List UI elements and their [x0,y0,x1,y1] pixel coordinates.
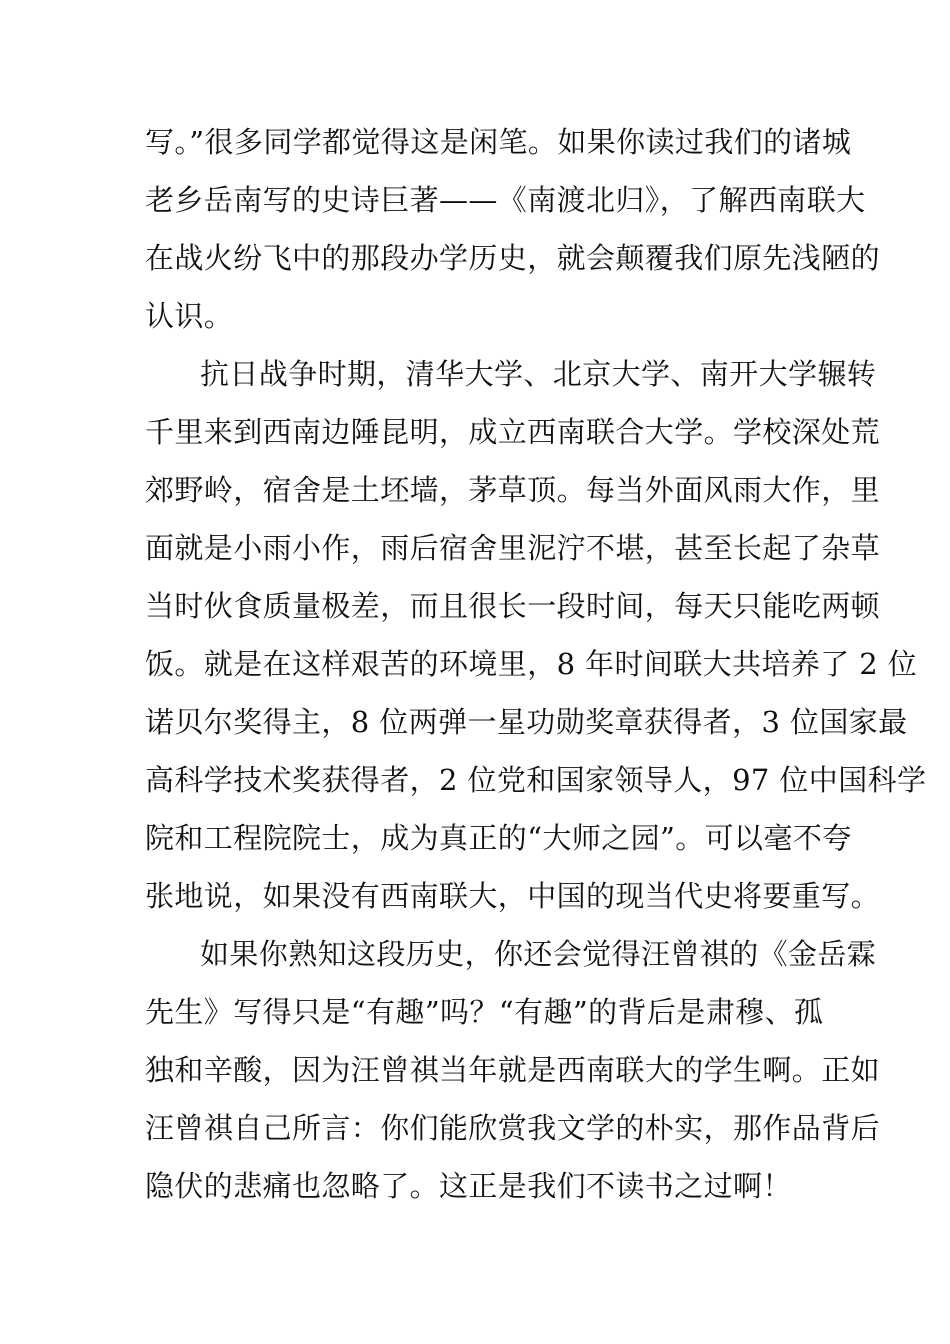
text-line: 面就是小雨小作，雨后宿舍里泥泞不堪，甚至长起了杂草 [145,531,881,565]
text-line: 先生》写得只是“有趣”吗？“有趣”的背后是肃穆、孤 [145,995,824,1029]
text-line: 院和工程院院士，成为真正的“大师之园”。可以毫不夸 [145,821,852,855]
text-line: 高科学技术奖获得者，2 位党和国家领导人，97 位中国科学 [145,763,927,797]
text-line: 认识。 [145,299,234,333]
text-line: 诺贝尔奖得主，8 位两弹一星功勋奖章获得者，3 位国家最 [145,705,908,739]
text-line: 张地说，如果没有西南联大，中国的现当代史将要重写。 [145,879,881,913]
text-line: 独和辛酸，因为汪曾祺当年就是西南联大的学生啊。正如 [145,1053,881,1087]
text-line: 老乡岳南写的史诗巨著——《南渡北归》，了解西南联大 [145,183,866,217]
text-line: 千里来到西南边陲昆明，成立西南联合大学。学校深处荒 [145,415,881,449]
text-line: 隐伏的悲痛也忽略了。这正是我们不读书之过啊！ [145,1169,792,1203]
text-line: 在战火纷飞中的那段办学历史，就会颠覆我们原先浅陋的 [145,241,881,275]
text-line: 汪曾祺自己所言：你们能欣赏我文学的朴实，那作品背后 [145,1111,881,1145]
text-line: 郊野岭，宿舍是土坯墙，茅草顶。每当外面风雨大作，里 [145,473,881,507]
paragraph-first-line: 抗日战争时期，清华大学、北京大学、南开大学辗转 [200,357,877,391]
paragraph-first-line: 如果你熟知这段历史，你还会觉得汪曾祺的《金岳霖 [200,937,877,971]
text-line: 写。”很多同学都觉得这是闲笔。如果你读过我们的诸城 [145,125,852,159]
text-line: 当时伙食质量极差，而且很长一段时间，每天只能吃两顿 [145,589,881,623]
text-line: 饭。就是在这样艰苦的环境里，8 年时间联大共培养了 2 位 [145,647,918,681]
